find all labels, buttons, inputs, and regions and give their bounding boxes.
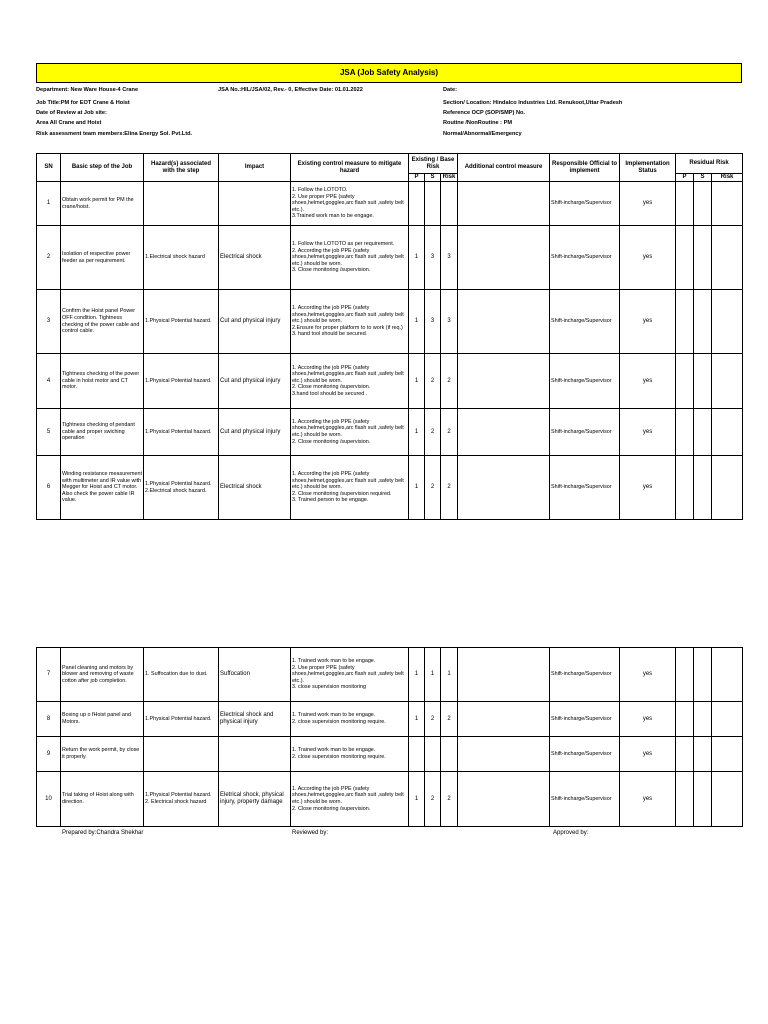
approved-by: Approved by: — [553, 830, 589, 836]
row-basic-step: Trial taking of Hoist along with direction. — [61, 772, 144, 827]
row-residual-risk — [712, 354, 743, 409]
row-basic-step: Obtain work permit for PM the crane/hoist. — [61, 182, 144, 226]
row-status: yes — [620, 648, 676, 702]
row-impact: Electrical shock and physical injury — [219, 702, 291, 737]
header-basic-step: Basic step of the Job — [61, 154, 144, 182]
header-p: P — [409, 174, 425, 182]
row-existing-control: 1. According the job PPE (safety shoes,helmet,goggles,arc flash suit ,safety belt etc.) should be worn. 2. Close monitoring /supervision. — [291, 772, 409, 827]
row-existing-control: 1. According the job PPE (safety shoes,helmet,goggles,arc flash suit ,safety belt etc.) should be worn. 2. Close monitoring /supervision. 3.hand tool should be secured . — [291, 354, 409, 409]
row-risk — [441, 737, 458, 772]
row-status: yes — [620, 354, 676, 409]
row-residual-p — [676, 702, 694, 737]
row-residual-s — [694, 290, 712, 354]
table-row — [37, 456, 743, 520]
row-responsible: Shift-incharge/Supervisor — [550, 456, 620, 520]
row-risk: 2 — [441, 772, 458, 827]
jsa-table — [36, 153, 743, 520]
row-sn: 8 — [37, 702, 61, 737]
row-hazard: 1.Electrical shock hazard — [144, 226, 219, 290]
area-info: Area All Crane and Hoist — [36, 120, 102, 126]
row-risk: 2 — [441, 456, 458, 520]
row-risk — [441, 182, 458, 226]
row-residual-p — [676, 772, 694, 827]
table-row — [37, 409, 743, 456]
header-residual-p: P — [676, 174, 694, 182]
row-basic-step: Isolation of respective power feeder as per requirement. — [61, 226, 144, 290]
row-responsible: Shift-incharge/Supervisor — [550, 182, 620, 226]
table-row — [37, 702, 743, 737]
row-s: 2 — [425, 354, 441, 409]
row-s: 3 — [425, 290, 441, 354]
row-p — [409, 182, 425, 226]
row-risk: 2 — [441, 409, 458, 456]
row-existing-control: 1. Follow the LOTOTO as per requirement. 2. According the job PPE (safety shoes,helmet,goggles,arc flash suit ,safety belt etc.) should be worn. 3. Close monitoring /supervision. — [291, 226, 409, 290]
row-residual-p — [676, 226, 694, 290]
row-hazard: 1.Physical Potential hazard. — [144, 409, 219, 456]
row-hazard: 1.Physical Potential hazard. 2. Electrical shock hazard — [144, 772, 219, 827]
row-risk: 2 — [441, 354, 458, 409]
row-p: 1 — [409, 290, 425, 354]
row-basic-step: Winding resistance measurement with multimeter and IR value with Megger for Hoist and CT motor. Also check the power cable IR value. — [61, 456, 144, 520]
row-existing-control: 1. According the job PPE (safety shoes,helmet,goggles,arc flash suit ,safety belt etc.) should be worn. 2.Ensure for proper platform to to work (if req.) 3. hand tool should be secured. — [291, 290, 409, 354]
row-additional-control — [458, 737, 550, 772]
row-status: yes — [620, 182, 676, 226]
row-risk: 3 — [441, 290, 458, 354]
row-responsible: Shift-incharge/Supervisor — [550, 772, 620, 827]
row-impact — [219, 182, 291, 226]
row-residual-s — [694, 456, 712, 520]
row-existing-control: 1. Trained work man to be engage. 2. close supervision monitoring require. — [291, 737, 409, 772]
row-sn: 6 — [37, 456, 61, 520]
row-residual-risk — [712, 182, 743, 226]
table-row — [37, 354, 743, 409]
normal-abnormal: Normal/Abnormal/Emergency — [443, 131, 522, 137]
row-additional-control — [458, 648, 550, 702]
row-sn: 1 — [37, 182, 61, 226]
row-residual-p — [676, 737, 694, 772]
row-p: 1 — [409, 648, 425, 702]
row-additional-control — [458, 409, 550, 456]
row-responsible: Shift-incharge/Supervisor — [550, 702, 620, 737]
row-basic-step: Tightness checking of the power cable in hoist motor and CT motor. — [61, 354, 144, 409]
row-additional-control — [458, 182, 550, 226]
row-residual-risk — [712, 290, 743, 354]
row-additional-control — [458, 772, 550, 827]
row-status: yes — [620, 409, 676, 456]
row-residual-p — [676, 182, 694, 226]
row-hazard: 1.Physical Potential hazard. — [144, 702, 219, 737]
header-responsible: Responsible Official to implement — [550, 154, 620, 182]
table-row — [37, 182, 743, 226]
row-impact — [219, 737, 291, 772]
row-hazard: 1.Physical Potential hazard. 2.Electrical shock hazard. — [144, 456, 219, 520]
row-impact: Cut and physical injury — [219, 409, 291, 456]
row-residual-risk — [712, 737, 743, 772]
page-title: JSA (Job Safety Analysis) — [36, 63, 742, 83]
header-existing-control: Existing control measure to mitigate hazard — [291, 154, 409, 182]
header-additional-control: Additional control measure — [458, 154, 550, 182]
row-responsible: Shift-incharge/Supervisor — [550, 648, 620, 702]
jsa-table-continued — [36, 647, 743, 827]
row-residual-s — [694, 409, 712, 456]
row-additional-control — [458, 456, 550, 520]
table-row — [37, 737, 743, 772]
date-label: Date: — [443, 87, 457, 93]
table-row — [37, 290, 743, 354]
row-s: 1 — [425, 648, 441, 702]
jsa-number: JSA No.:HIL/JSA/02, Rev.- 0, Effective Date: 01.01.2022 — [218, 87, 363, 93]
row-s — [425, 182, 441, 226]
prepared-by: Prepared by:Chandra Shekhar — [62, 830, 144, 836]
row-p: 1 — [409, 409, 425, 456]
row-residual-p — [676, 648, 694, 702]
row-p: 1 — [409, 456, 425, 520]
row-risk: 3 — [441, 226, 458, 290]
table-row — [37, 226, 743, 290]
row-responsible: Shift-incharge/Supervisor — [550, 737, 620, 772]
row-p: 1 — [409, 226, 425, 290]
table-row — [37, 648, 743, 702]
row-residual-risk — [712, 772, 743, 827]
header-sn: SN — [37, 154, 61, 182]
section-location: Section/ Location: Hindalco Industries Ltd. Renukoot,Uttar Pradesh — [443, 100, 623, 106]
row-additional-control — [458, 702, 550, 737]
row-s: 3 — [425, 226, 441, 290]
row-responsible: Shift-incharge/Supervisor — [550, 226, 620, 290]
header-residual-risk: Residual Risk — [676, 154, 743, 174]
row-impact: Electrical shock — [219, 456, 291, 520]
row-status: yes — [620, 772, 676, 827]
row-additional-control — [458, 290, 550, 354]
row-p — [409, 737, 425, 772]
row-responsible: Shift-incharge/Supervisor — [550, 354, 620, 409]
row-status: yes — [620, 456, 676, 520]
header-hazards: Hazard(s) associated with the step — [144, 154, 219, 182]
row-residual-s — [694, 772, 712, 827]
row-existing-control: 1. Trained work man to be engage. 2. close supervision monitoring require. — [291, 702, 409, 737]
row-existing-control: 1. Follow the LOTOTO. 2. Use proper PPE (safety shoes,helmet,goggles,arc flash suit ,safety belt etc.). 3.Trained work man to be engage. — [291, 182, 409, 226]
row-residual-p — [676, 409, 694, 456]
row-residual-risk — [712, 456, 743, 520]
row-sn: 10 — [37, 772, 61, 827]
team-members: Risk assessment team members:Elina Energy Sol. Pvt.Ltd. — [36, 131, 193, 137]
row-additional-control — [458, 226, 550, 290]
row-basic-step: Return the work permit, by close it properly. — [61, 737, 144, 772]
row-p: 1 — [409, 702, 425, 737]
row-residual-s — [694, 648, 712, 702]
row-hazard: 1.Physical Potential hazard. — [144, 354, 219, 409]
row-residual-s — [694, 182, 712, 226]
row-responsible: Shift-incharge/Supervisor — [550, 290, 620, 354]
row-impact: Suffocation — [219, 648, 291, 702]
department-info: Department: New Ware House-4 Crane — [36, 87, 139, 93]
header-residual-s: S — [694, 174, 712, 182]
row-existing-control: 1. According the job PPE (safety shoes,helmet,goggles,arc flash suit ,safety belt etc.) should be worn. 2. Close monitoring /supervision required. 3. Trained person to be engage. — [291, 456, 409, 520]
row-p: 1 — [409, 772, 425, 827]
row-sn: 9 — [37, 737, 61, 772]
row-sn: 5 — [37, 409, 61, 456]
row-hazard: 1. Suffocation due to dust. — [144, 648, 219, 702]
row-additional-control — [458, 354, 550, 409]
row-status: yes — [620, 290, 676, 354]
row-s: 2 — [425, 702, 441, 737]
row-hazard — [144, 737, 219, 772]
reviewed-by: Reviewed by: — [292, 830, 329, 836]
row-residual-risk — [712, 226, 743, 290]
header-s: S — [425, 174, 441, 182]
row-hazard: 1.Physical Potential hazard. — [144, 290, 219, 354]
row-risk: 1 — [441, 648, 458, 702]
job-title: Job Title:PM for EOT Crane & Hoist — [36, 100, 130, 106]
header-implementation: Implementation Status — [620, 154, 676, 182]
row-impact: Cut and physical injury — [219, 290, 291, 354]
row-basic-step: Panel cleaning and motors by blower and removing of waste cotton after job completion. — [61, 648, 144, 702]
table-row — [37, 772, 743, 827]
row-risk: 2 — [441, 702, 458, 737]
row-residual-s — [694, 737, 712, 772]
row-residual-p — [676, 354, 694, 409]
row-residual-p — [676, 456, 694, 520]
row-basic-step: Tightness checking of pendant cable and proper swiching operation — [61, 409, 144, 456]
row-existing-control: 1. According the job PPE (safety shoes,helmet,goggles,arc flash suit ,safety belt etc.) should be worn. 2. Close monitoring /supervision. — [291, 409, 409, 456]
header-impact: Impact — [219, 154, 291, 182]
row-sn: 7 — [37, 648, 61, 702]
row-responsible: Shift-incharge/Supervisor — [550, 409, 620, 456]
header-residual-risk-col: Risk — [712, 174, 743, 182]
row-residual-p — [676, 290, 694, 354]
row-residual-s — [694, 226, 712, 290]
row-impact: Cut and physical injury — [219, 354, 291, 409]
row-sn: 2 — [37, 226, 61, 290]
row-status: yes — [620, 702, 676, 737]
row-s — [425, 737, 441, 772]
row-sn: 3 — [37, 290, 61, 354]
row-sn: 4 — [37, 354, 61, 409]
row-hazard — [144, 182, 219, 226]
row-residual-risk — [712, 702, 743, 737]
row-residual-s — [694, 702, 712, 737]
header-risk: Risk — [441, 174, 458, 182]
row-impact: Eletrical shock, physical injury, property damage — [219, 772, 291, 827]
row-residual-risk — [712, 409, 743, 456]
row-existing-control: 1. Trained work man to be engage. 2. Use proper PPE (safety shoes,helmet,goggles,arc flash suit ,safety belt etc.). 3. close supervision monitoring — [291, 648, 409, 702]
reference-no: Reference OCP (SOP/SMP) No. — [443, 110, 525, 116]
row-basic-step: Confirm the Hoist panel Power OFF condition. Tightness checking of the power cable and control cable. — [61, 290, 144, 354]
header-base-risk: Existing / Base Risk — [409, 154, 458, 174]
routine-info: Routine /NonRoutine : PM — [443, 120, 512, 126]
row-status: yes — [620, 226, 676, 290]
review-date: Date of Review at Job site: — [36, 110, 107, 116]
row-p: 1 — [409, 354, 425, 409]
row-impact: Electrical shock — [219, 226, 291, 290]
row-residual-risk — [712, 648, 743, 702]
row-status: yes — [620, 737, 676, 772]
row-residual-s — [694, 354, 712, 409]
row-s: 2 — [425, 772, 441, 827]
row-s: 2 — [425, 456, 441, 520]
row-basic-step: Boxing up o fHoist panel and Motors. — [61, 702, 144, 737]
row-s: 2 — [425, 409, 441, 456]
